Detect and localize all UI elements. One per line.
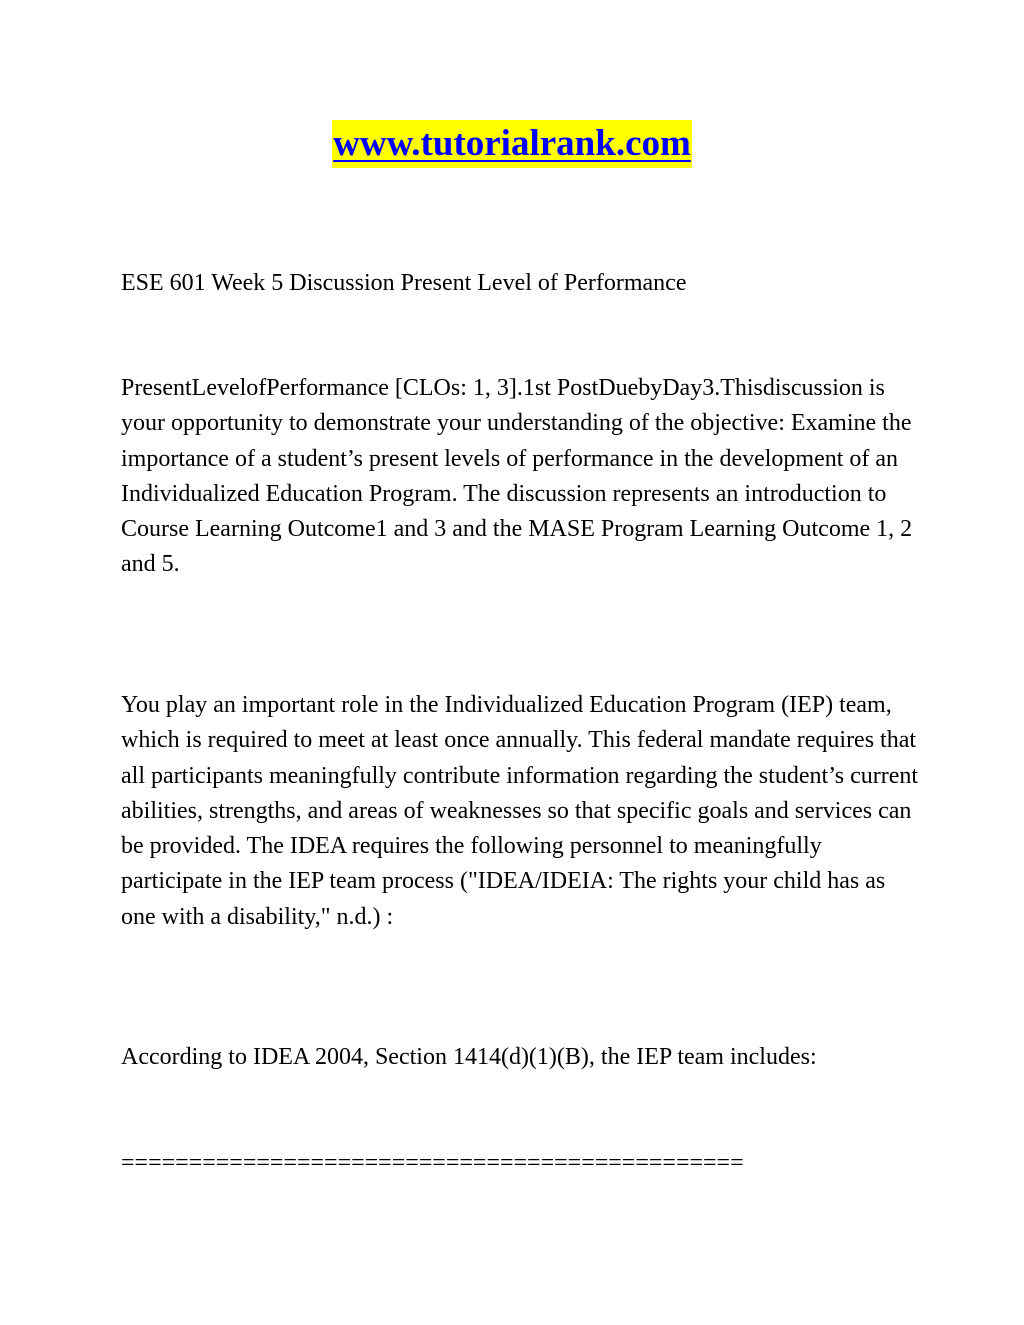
document-title: ESE 601 Week 5 Discussion Present Level of Performance <box>121 270 687 296</box>
separator-line: ============================================== <box>121 1150 744 1176</box>
site-link[interactable]: www.tutorialrank.com <box>332 120 692 168</box>
paragraph-idea-2004: According to IDEA 2004, Section 1414(d)(1)(B), the IEP team includes: <box>121 1044 817 1070</box>
site-link-container <box>0 120 1024 168</box>
paragraph-intro: PresentLevelofPerformance [CLOs: 1, 3].1st PostDuebyDay3.Thisdiscussion is your opportunity to demonstrate your understanding of the objective: Examine the importance of a student’s present levels of performance in the development of an Individualized Education Program. The discussion represents an introduction to Course Learning Outcome1 and 3 and the MASE Program Learning Outcome 1, 2 and 5. <box>121 375 913 578</box>
paragraph-iep-team: You play an important role in the Individualized Education Program (IEP) team, which is required to meet at least once annually. This federal mandate requires that all participants meaningfully contribute information regarding the student’s current abilities, strengths, and areas of weaknesses so that specific goals and services can be provided. The IDEA requires the following personnel to meaningfully participate in the IEP team process ("IDEA/IDEIA: The rights your child has as one with a disability," n.d.) : <box>121 692 919 930</box>
